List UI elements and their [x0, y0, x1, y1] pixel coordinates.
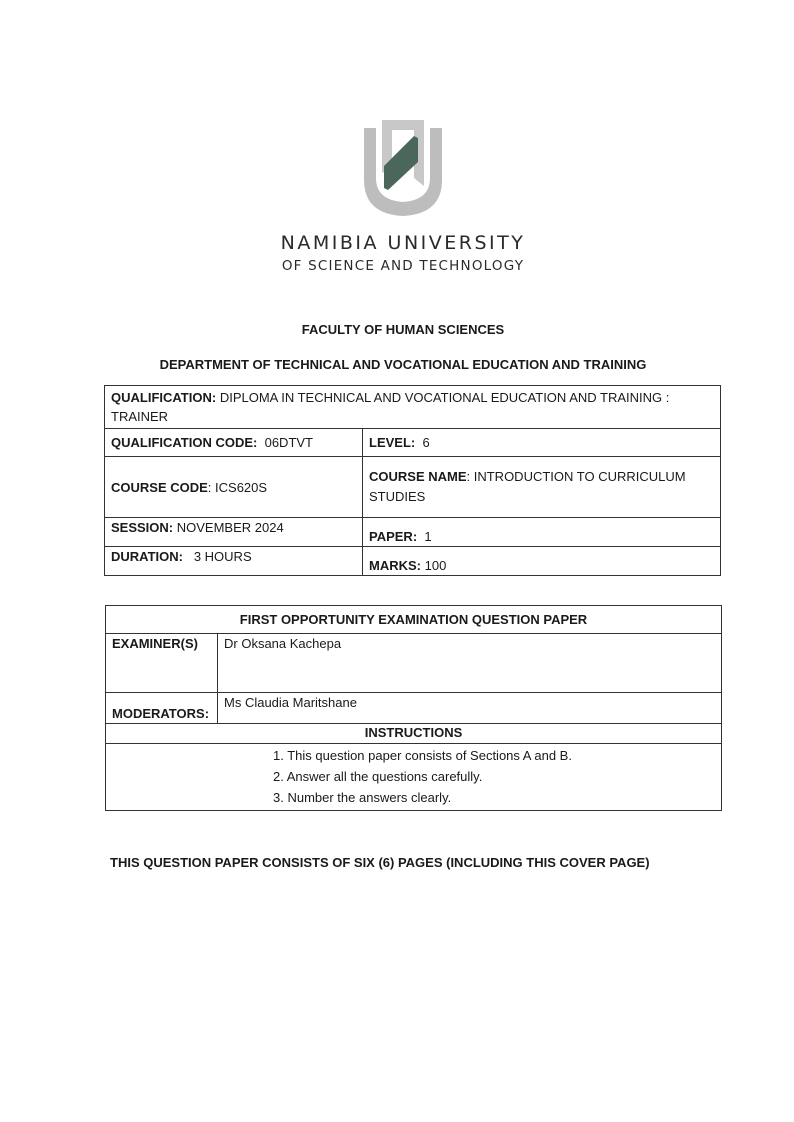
faculty-heading: FACULTY OF HUMAN SCIENCES: [301, 322, 505, 337]
university-subname: OF SCIENCE AND TECHNOLOGY: [281, 258, 525, 274]
exam-title: FIRST OPPORTUNITY EXAMINATION QUESTION PAPER: [106, 606, 722, 634]
marks-cell: MARKS: 100: [363, 547, 721, 576]
department-heading: DEPARTMENT OF TECHNICAL AND VOCATIONAL EDUCATION AND TRAINING: [159, 357, 647, 372]
duration-cell: DURATION: 3 HOURS: [105, 547, 363, 576]
course-code-cell: COURSE CODE: ICS620S: [105, 457, 363, 518]
instructions-heading: INSTRUCTIONS: [106, 724, 722, 744]
university-name: NAMIBIA UNIVERSITY: [280, 232, 526, 254]
instruction-item: 2. Answer all the questions carefully.: [273, 769, 483, 784]
university-logo-icon: [356, 116, 450, 220]
instruction-item: 1. This question paper consists of Sections A and B.: [273, 748, 572, 763]
moderators-value: Ms Claudia Maritshane: [218, 693, 722, 724]
paper-cell: PAPER: 1: [363, 518, 721, 547]
exam-info-table: [105, 605, 722, 811]
level-cell: LEVEL: 6: [363, 429, 721, 457]
course-info-table: [104, 385, 721, 576]
examiners-label: EXAMINER(S): [106, 634, 218, 693]
instructions-list: [273, 745, 721, 808]
instruction-item: 3. Number the answers clearly.: [273, 790, 452, 805]
course-name-cell: COURSE NAME: INTRODUCTION TO CURRICULUM STUDIES: [363, 457, 721, 518]
page-count-note: THIS QUESTION PAPER CONSISTS OF SIX (6) PAGES (INCLUDING THIS COVER PAGE): [110, 855, 650, 870]
session-cell: SESSION: NOVEMBER 2024: [105, 518, 363, 547]
qualification-cell: QUALIFICATION: DIPLOMA IN TECHNICAL AND VOCATIONAL EDUCATION AND TRAINING : TRAINER: [105, 386, 721, 429]
examiners-value: Dr Oksana Kachepa: [218, 634, 722, 693]
qualification-code-cell: QUALIFICATION CODE: 06DTVT: [105, 429, 363, 457]
moderators-label: MODERATORS:: [106, 693, 218, 724]
